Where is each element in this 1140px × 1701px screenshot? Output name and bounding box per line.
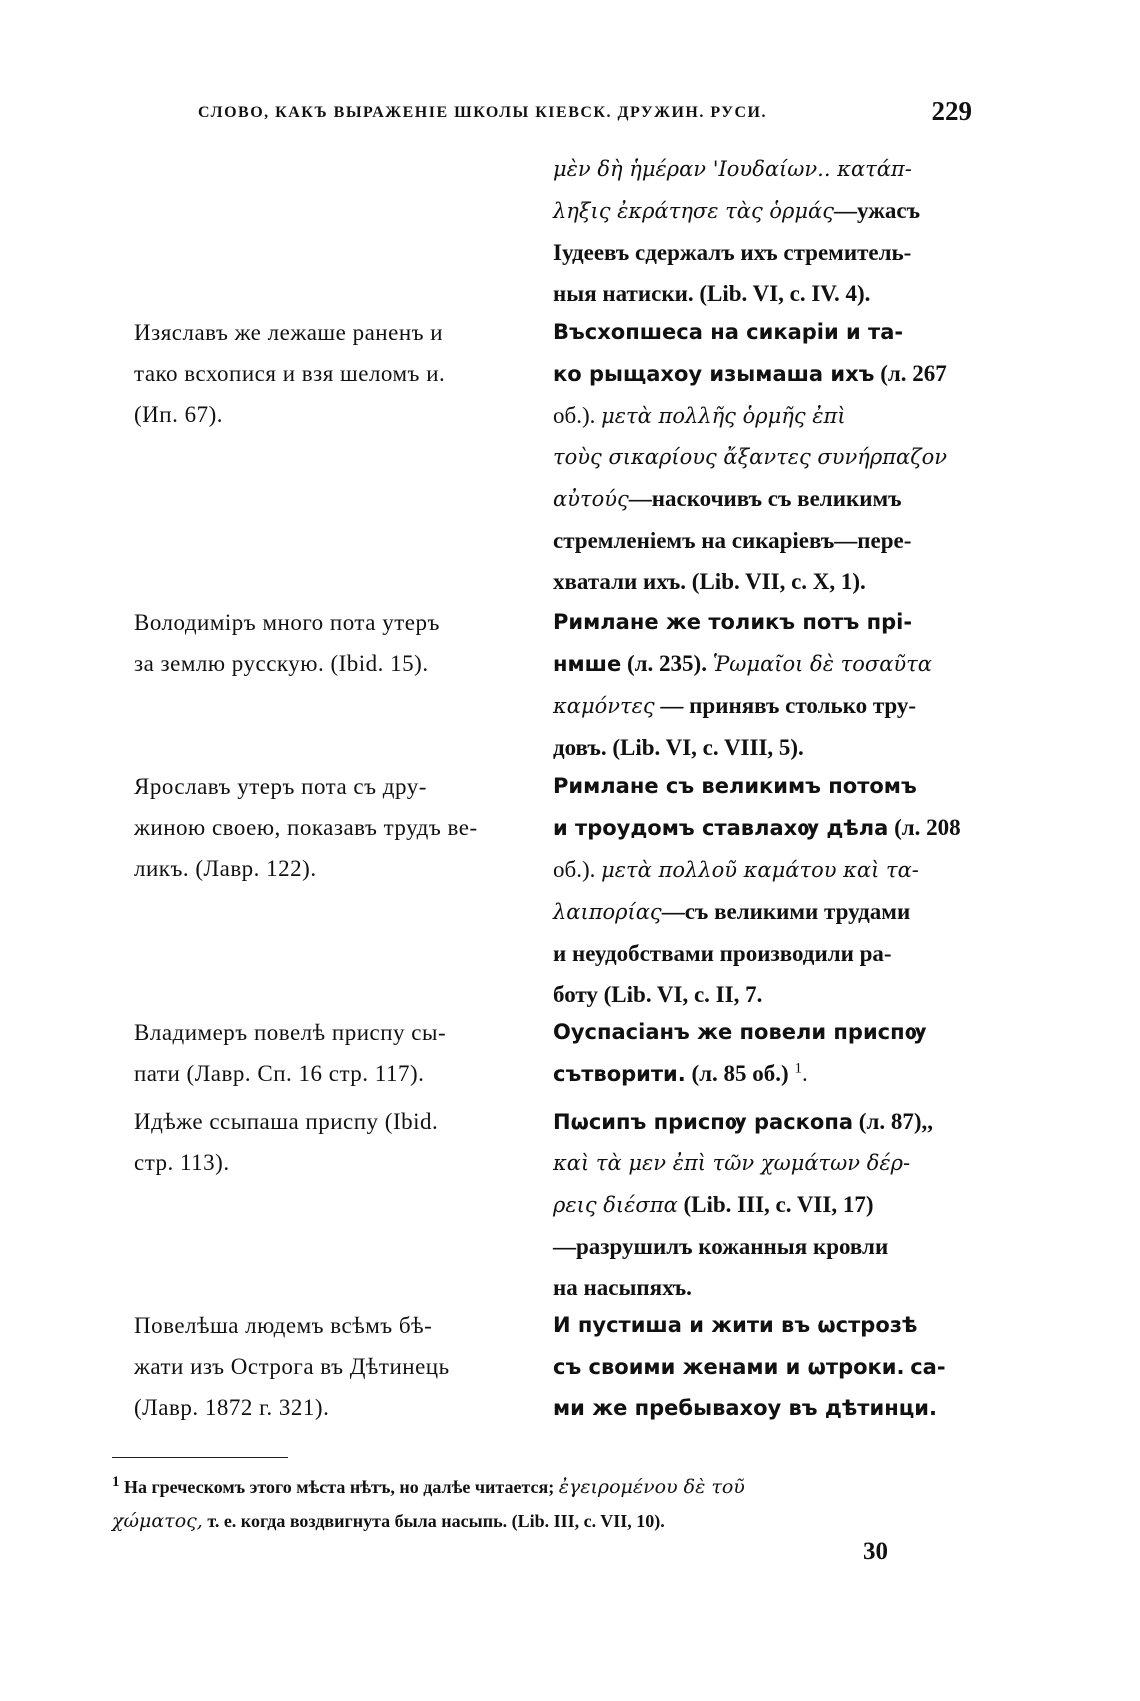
text-line: . bbox=[801, 1061, 808, 1086]
text-line: — принявъ столько тру- bbox=[660, 693, 917, 718]
right-block-0 bbox=[553, 148, 971, 314]
slavonic-line: Римлане съ великимъ потомъ bbox=[553, 774, 917, 798]
text-line: Повелѣша людемъ всѣмъ бѣ- bbox=[134, 1313, 433, 1338]
text-line: Володиміръ много пота утеръ bbox=[134, 610, 440, 635]
greek-line: αὐτούς bbox=[553, 487, 629, 511]
text-line: Идѣже ссыпаша приспу (Ibid. bbox=[134, 1109, 439, 1134]
greek-line: λαιπορίας bbox=[553, 900, 662, 924]
slavonic-line: са- bbox=[910, 1355, 946, 1379]
text-line: (л. 208 bbox=[894, 815, 961, 840]
slavonic-line: сътворити. bbox=[553, 1062, 686, 1086]
greek-line: μετὰ πολλῆς ὁρμῆς ἐπὶ bbox=[601, 404, 846, 428]
text-line: —ужасъ bbox=[834, 198, 920, 223]
text-line: (л. 267 bbox=[880, 361, 947, 386]
text-line: —разрушилъ кожанныя кровли bbox=[553, 1234, 889, 1259]
footnote-marker: 1 bbox=[794, 1060, 802, 1077]
slavonic-line: Въсхопшеса на сикаріи и та- bbox=[553, 320, 904, 344]
slavonic-line: нмше bbox=[553, 652, 622, 676]
left-block-6 bbox=[134, 1305, 526, 1428]
slavonic-line: и троудомъ ставлахѹ дѣла bbox=[553, 816, 889, 840]
text-line: об.). bbox=[553, 403, 596, 428]
right-block-4 bbox=[553, 1012, 971, 1095]
text-line: Ярославъ утеръ пота съ дру- bbox=[134, 774, 427, 799]
footnote-greek: ἐγειρομένου δὲ τοῦ bbox=[558, 1476, 745, 1498]
footnote bbox=[112, 1470, 972, 1538]
text-line: (Lib. III, c. VII, 17) bbox=[683, 1192, 874, 1217]
text-line: Іудеевъ сдержалъ ихъ стремитель- bbox=[553, 240, 912, 265]
greek-line: μετὰ πολλοῦ καμάτου καὶ τα- bbox=[601, 858, 919, 882]
greek-line: καμόντες bbox=[553, 694, 655, 718]
left-block-1 bbox=[134, 312, 526, 435]
printer-signature-number: 30 bbox=[863, 1538, 888, 1565]
text-line: за землю русскую. (Ibid. 15). bbox=[134, 651, 429, 676]
footnote-number: 1 bbox=[112, 1474, 120, 1490]
right-block-1 bbox=[553, 312, 971, 602]
text-line: и неудобствами производили ра- bbox=[553, 941, 892, 966]
greek-line: ρεις διέσπα bbox=[553, 1193, 678, 1217]
text-line: ликъ. (Лавр. 122). bbox=[134, 856, 317, 881]
slavonic-line: ко рыщахоу изымаша ихъ bbox=[553, 362, 875, 386]
text-line: Изяславъ же лежаше раненъ и bbox=[134, 320, 444, 345]
text-line: стремленіемъ на сикаріевъ—пере- bbox=[553, 528, 912, 553]
text-line: (л. 85 об.) bbox=[691, 1061, 789, 1086]
greek-line: μὲν δὴ ἡμέραν 'Ιουδαίων.. κατάπ- bbox=[553, 157, 912, 181]
greek-line: καὶ τὰ μεν ἐπὶ τῶν χωμάτων δέρ- bbox=[553, 1151, 911, 1175]
text-line: пати (Лавр. Сп. 16 стр. 117). bbox=[134, 1061, 425, 1086]
left-block-3 bbox=[134, 766, 526, 889]
slavonic-line: И пустиша и жити въ ωстрозѣ bbox=[553, 1313, 918, 1337]
text-line: (л. 235). bbox=[626, 651, 707, 676]
left-block-4 bbox=[134, 1012, 526, 1094]
left-block-2 bbox=[134, 602, 526, 684]
text-line: ныя натиски. (Lib. VI, c. IV. 4). bbox=[553, 281, 871, 306]
greek-line: Ῥωμαῖοι δὲ τοσαῦτα bbox=[712, 652, 932, 676]
text-line: Владимеръ повелѣ приспу сы- bbox=[134, 1020, 447, 1045]
footnote-text: На греческомъ этого мѣста нѣтъ, но далѣе читается; bbox=[124, 1477, 555, 1497]
slavonic-line: ми же пребывахоу въ дѣтинци. bbox=[553, 1396, 937, 1420]
greek-line: τοὺς σικαρίους ἄξαντες συνήρπαζον bbox=[553, 445, 947, 469]
footnote-greek: χώματος, bbox=[112, 1510, 203, 1532]
footnote-line-1 bbox=[112, 1470, 972, 1504]
text-line: тако всхопися и взя шеломъ и. bbox=[134, 361, 446, 386]
right-block-6 bbox=[553, 1305, 971, 1429]
slavonic-line: Пωсипъ приспѹ раскопа bbox=[553, 1110, 854, 1134]
text-line: жиною своею, показавъ трудъ ве- bbox=[134, 815, 478, 840]
text-line: об.). bbox=[553, 857, 596, 882]
footnote-text: т. е. когда воздвигнута была насыпь. (Lib. III, c. VII, 10). bbox=[207, 1511, 665, 1531]
slavonic-line: Римлане же толикъ потъ прі- bbox=[553, 610, 913, 634]
text-line: —съ великими трудами bbox=[661, 899, 911, 924]
left-block-4b bbox=[134, 1101, 526, 1183]
slavonic-line: съ своими женами и ωтроки. bbox=[553, 1355, 905, 1379]
text-line: стр. 113). bbox=[134, 1150, 230, 1175]
footnote-line-2 bbox=[112, 1504, 972, 1538]
text-line: жати изъ Острога въ Дѣтинець bbox=[134, 1354, 450, 1379]
text-line: (Лавр. 1872 г. 321). bbox=[134, 1395, 330, 1420]
text-line: —наскочивъ съ великимъ bbox=[628, 486, 902, 511]
greek-line: ληξις ἐκράτησε τὰς ὁρμάς bbox=[553, 199, 834, 223]
text-line: (л. 87),, bbox=[858, 1109, 934, 1134]
right-block-3 bbox=[553, 766, 971, 1015]
text-line: на насыпяхъ. bbox=[553, 1275, 692, 1300]
right-block-5 bbox=[553, 1101, 971, 1308]
text-line: довъ. (Lib. VI, c. VIII, 5). bbox=[553, 735, 804, 760]
text-line: (Ип. 67). bbox=[134, 402, 223, 427]
running-title: СЛОВО, КАКЪ ВЫРАЖЕНІЕ ШКОЛЫ КІЕВСК. ДРУЖИН. РУСИ. bbox=[198, 104, 767, 121]
text-line: хватали ихъ. (Lib. VII, c. X, 1). bbox=[553, 569, 866, 594]
footnote-rule bbox=[112, 1457, 288, 1458]
running-header bbox=[198, 96, 978, 136]
right-block-2 bbox=[553, 602, 971, 768]
slavonic-line: Оуспасіанъ же повели приспѹ bbox=[553, 1020, 927, 1044]
text-line: боту (Lib. VI, c. II, 7. bbox=[553, 982, 763, 1007]
page-number: 229 bbox=[931, 96, 972, 126]
